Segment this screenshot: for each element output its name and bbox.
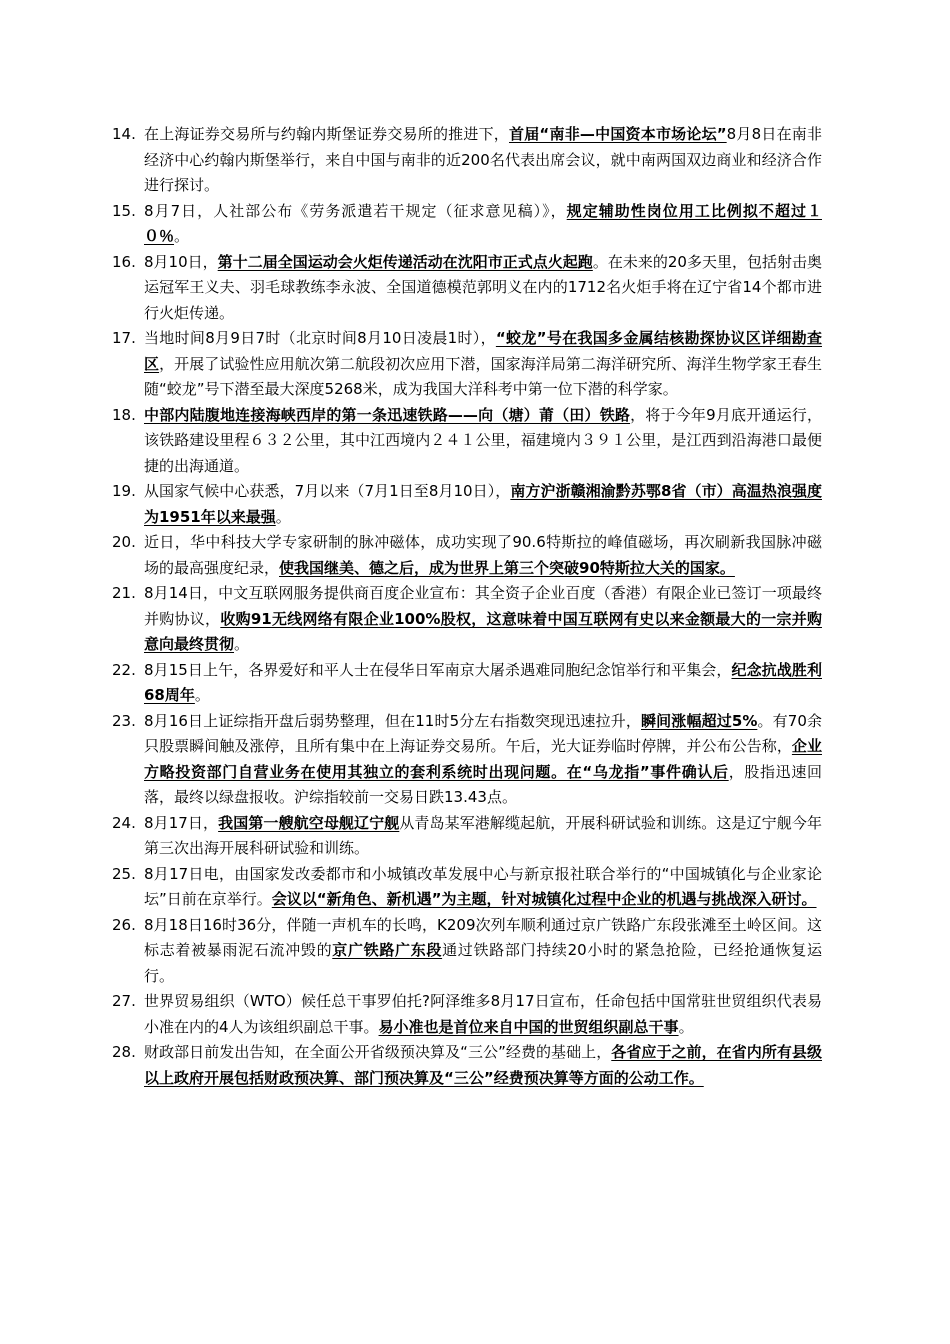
list-item (112, 250, 822, 327)
highlighted-text: “蛟龙”号在我国多金属结核勘探协议区详细勘查区 (144, 329, 822, 373)
item-number: 21. (112, 584, 136, 602)
item-text (144, 1040, 822, 1091)
item-text (144, 250, 822, 327)
highlighted-text: 京广铁路广东段 (332, 941, 443, 959)
highlighted-text: 我国第一艘航空母舰辽宁舰 (218, 813, 400, 832)
list-item (112, 581, 822, 658)
body-text: ，股指迅速回落，最终以绿盘报收。沪综指较前一交易日跌13.43点。 (144, 762, 822, 806)
item-text (144, 530, 822, 581)
body-text: 8月17日， (144, 813, 219, 832)
body-text: 8月18日16时36分，伴随一声机车的长鸣，K209次列车顺利通过京广铁路广东段张滩至土岭区间。这标志着被暴雨泥石流冲毁的 (144, 915, 822, 959)
item-text (144, 709, 822, 811)
item-text (144, 913, 822, 990)
list-item (112, 913, 822, 990)
highlighted-text: 纪念抗战胜利68周年 (144, 660, 822, 704)
item-text (144, 403, 822, 480)
body-text: 。有70余只股票瞬间触及涨停，且所有集中在上海证券交易所。午后，光大证券临时停牌，并公布公告称， (144, 711, 823, 755)
item-text (144, 811, 822, 862)
item-number: 25. (112, 864, 136, 883)
list-item (112, 811, 822, 862)
item-text (144, 479, 822, 530)
body-text: 当地时间8月9日7时（北京时间8月10日凌晨1时）， (144, 329, 496, 347)
body-text: 8月15日上午，各界爱好和平人士在侵华日军南京大屠杀遇难同胞纪念馆举行和平集会， (144, 660, 732, 679)
highlighted-text: 规定辅助性岗位用工比例拟不超过１０％ (144, 201, 822, 245)
item-text (144, 862, 822, 913)
body-text: 近日，华中科技大学专家研制的脉冲磁体，成功实现了90.6特斯拉的峰值磁场，再次刷新我国脉冲磁场的最高强度纪录， (144, 533, 822, 577)
item-text (144, 658, 822, 709)
list-item (112, 530, 822, 581)
item-number: 19. (112, 482, 136, 500)
item-number: 26. (112, 915, 136, 934)
list-item (112, 1040, 822, 1091)
item-number: 16. (112, 252, 136, 271)
item-number: 14. (112, 125, 136, 143)
item-number: 28. (112, 1043, 136, 1061)
body-text: 从国家气候中心获悉，7月以来（7月1日至8月10日）， (144, 482, 511, 500)
highlighted-text: 第十二届全国运动会火炬传递活动在沈阳市正式点火起跑 (217, 252, 593, 271)
news-list (112, 122, 822, 1091)
highlighted-text: 南方沪浙赣湘渝黔苏鄂8省（市）高温热浪强度为1951年以来最强 (144, 482, 822, 526)
body-text: 。 (678, 1017, 694, 1036)
list-item (112, 326, 822, 403)
body-text: 。 (194, 686, 210, 704)
list-item (112, 199, 822, 250)
body-text: 通过铁路部门持续20小时的紧急抢险，已经抢通恢复运行。 (144, 941, 822, 985)
item-number: 27. (112, 992, 136, 1010)
body-text: 8月16日上证综指开盘后弱势整理，但在11时5分左右指数突现迅速拉升， (144, 711, 642, 730)
item-number: 17. (112, 329, 136, 347)
item-number: 22. (112, 660, 136, 679)
item-number: 18. (112, 405, 136, 424)
body-text: 8月14日，中文互联网服务提供商百度企业宣布：其全资子企业百度（香港）有限企业已签订一项最终并购协议， (144, 584, 822, 628)
body-text: 从青岛某军港解缆起航，开展科研试验和训练。这是辽宁舰今年第三次出海开展科研试验和训练。 (144, 813, 822, 857)
list-item (112, 658, 822, 709)
list-item (112, 122, 822, 199)
body-text: 。 (275, 507, 291, 526)
body-text: 在上海证券交易所与约翰内斯堡证券交易所的推进下， (144, 125, 510, 143)
body-text: 8月17日电，由国家发改委都市和小城镇改革发展中心与新京报社联合举行的“中国城镇化与企业家论坛”日前在京举行。 (144, 864, 822, 908)
body-text: 。 (174, 227, 190, 245)
body-text: 8月8日在南非经济中心约翰内斯堡举行，来自中国与南非的近200名代表出席会议，就中南两国双边商业和经济合作进行探讨。 (144, 125, 822, 194)
list-item (112, 862, 822, 913)
highlighted-text: 首届“南非—中国资本市场论坛” (509, 125, 727, 143)
item-text (144, 326, 822, 403)
list-item (112, 479, 822, 530)
item-text (144, 122, 822, 199)
highlighted-text: 收购91无线网络有限企业100%股权，这意味着中国互联网有史以来金额最大的一宗并购意向最终贯彻 (144, 609, 822, 653)
item-number: 23. (112, 711, 136, 730)
body-text: ，将于今年9月底开通运行，该铁路建设里程６３２公里，其中江西境内２４１公里，福建境内３９１公里，是江西到沿海港口最便捷的出海通道。 (144, 405, 822, 475)
item-text (144, 581, 822, 658)
item-number: 20. (112, 533, 136, 551)
item-number: 15. (112, 201, 136, 220)
list-item (112, 403, 822, 480)
body-text: 世界贸易组织（WTO）候任总干事罗伯托?阿泽维多8月17日宣布，任命包括中国常驻世贸组织代表易小准在内的4人为该组织副总干事。 (144, 992, 822, 1036)
item-text (144, 199, 822, 250)
highlighted-text: 使我国继美、德之后，成为世界上第三个突破90特斯拉大关的国家。 (279, 558, 735, 577)
body-text: ，开展了试验性应用航次第二航段初次应用下潜，国家海洋局第二海洋研究所、海洋生物学家王春生随“蛟龙”号下潜至最大深度5268米，成为我国大洋科考中第一位下潜的科学家。 (144, 354, 822, 398)
highlighted-text: 瞬间涨幅超过5% (641, 711, 758, 730)
body-text: 财政部日前发出告知，在全面公开省级预决算及“三公”经费的基础上， (144, 1043, 612, 1061)
item-number: 24. (112, 813, 136, 832)
body-text: 8月10日， (144, 252, 218, 271)
highlighted-text: 易小准也是首位来自中国的世贸组织副总干事 (378, 1017, 679, 1036)
item-text (144, 989, 822, 1040)
body-text: 。在未来的20多天里，包括射击奥运冠军王义夫、羽毛球教练李永波、全国道德模范郭明义在内的1712名火炬手将在辽宁省14个都市进行火炬传递。 (144, 252, 822, 322)
highlighted-text: 各省应于之前，在省内所有县级以上政府开展包括财政预决算、部门预决算及“三公”经费预决算等方面的公动工作。 (144, 1043, 822, 1087)
highlighted-text: 会议以“新角色、新机遇”为主题，针对城镇化过程中企业的机遇与挑战深入研讨。 (271, 890, 817, 908)
highlighted-text: 中部内陆腹地连接海峡西岸的第一条迅速铁路——向（塘）莆（田）铁路 (144, 405, 631, 424)
body-text: 。 (234, 635, 250, 653)
list-item (112, 989, 822, 1040)
highlighted-text: 企业方略投资部门自营业务在使用其独立的套利系统时出现问题。在“乌龙指”事件确认后 (144, 737, 822, 781)
body-text: 8月7日，人社部公布《劳务派遣若干规定（征求意见稿）》， (144, 201, 567, 220)
list-item (112, 709, 822, 811)
